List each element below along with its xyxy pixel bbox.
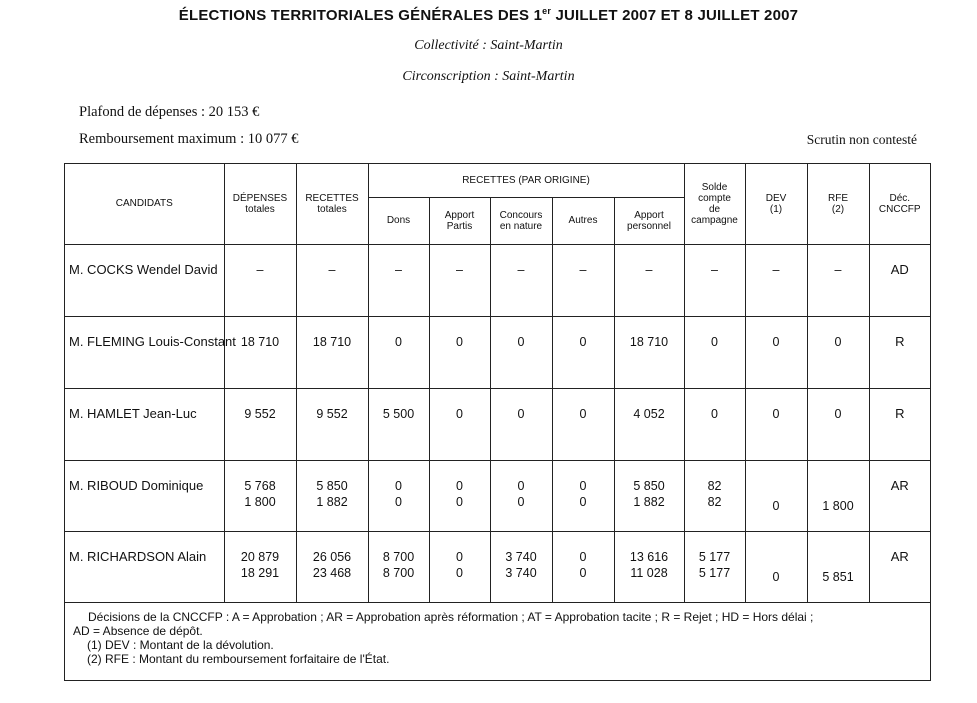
- header-depenses: DÉPENSES totales: [224, 164, 296, 244]
- legend-dev: (1) DEV : Montant de la dévolution.: [87, 638, 274, 652]
- cell-dons: 0: [368, 316, 429, 388]
- header-recettes-origine: RECETTES (PAR ORIGINE): [368, 164, 684, 197]
- cell-personnel: 18 710: [614, 316, 684, 388]
- cell-dev: 0: [745, 460, 807, 531]
- plafond-depenses: Plafond de dépenses : 20 153 €: [79, 104, 260, 120]
- results-frame: [64, 163, 931, 681]
- header-rfe: RFE (2): [807, 164, 869, 244]
- header-dev: DEV (1): [745, 164, 807, 244]
- header-candidats: CANDIDATS: [65, 164, 224, 244]
- results-table: [65, 164, 930, 603]
- legend-ad: AD = Absence de dépôt.: [73, 624, 203, 638]
- scrutin-status: Scrutin non contesté: [806, 132, 917, 147]
- cell-concours: 0: [490, 316, 552, 388]
- cell-dev: 0: [745, 388, 807, 460]
- cell-personnel: 4 052: [614, 388, 684, 460]
- cell-autres: 0: [552, 388, 614, 460]
- cell-depenses: –: [224, 244, 296, 316]
- cell-decision: R: [869, 388, 930, 460]
- cell-depenses: 9 552: [224, 388, 296, 460]
- header-recettes: RECETTES totales: [296, 164, 368, 244]
- cell-concours: 0 0: [490, 460, 552, 531]
- table-row: [65, 388, 930, 460]
- cell-rfe: 0: [807, 316, 869, 388]
- cell-dons: 5 500: [368, 388, 429, 460]
- cell-solde: 0: [684, 316, 745, 388]
- cell-solde: 82 82: [684, 460, 745, 531]
- cell-partis: 0: [429, 316, 490, 388]
- header-apport-partis: Apport Partis: [429, 197, 490, 244]
- header-decision: Déc. CNCCFP: [869, 164, 930, 244]
- header-solde: Solde compte de campagne: [684, 164, 745, 244]
- legend-decisions: Décisions de la CNCCFP : A = Approbation ; AR = Approbation après réformation ; AT = Approbation tacite ; R = Rejet ; HD = Hors délai ;: [88, 610, 814, 624]
- cell-recettes: –: [296, 244, 368, 316]
- header-apport-personnel: Apport personnel: [614, 197, 684, 244]
- cell-recettes: 18 710: [296, 316, 368, 388]
- cell-autres: –: [552, 244, 614, 316]
- cell-solde: 5 177 5 177: [684, 531, 745, 602]
- cell-partis: 0 0: [429, 460, 490, 531]
- table-row: [65, 460, 930, 531]
- candidate-name: M. RIBOUD Dominique: [65, 460, 224, 531]
- cell-decision: AR: [869, 531, 930, 602]
- cell-rfe: 1 800: [807, 460, 869, 531]
- candidate-name: M. FLEMING Louis-Constant: [65, 316, 224, 388]
- cell-personnel: –: [614, 244, 684, 316]
- cell-personnel: 5 850 1 882: [614, 460, 684, 531]
- cell-dev: –: [745, 244, 807, 316]
- cell-rfe: 5 851: [807, 531, 869, 602]
- header-dons: Dons: [368, 197, 429, 244]
- cell-dev: 0: [745, 316, 807, 388]
- cell-recettes: 5 850 1 882: [296, 460, 368, 531]
- table-row: [65, 531, 930, 602]
- cell-partis: –: [429, 244, 490, 316]
- header-autres: Autres: [552, 197, 614, 244]
- cell-recettes: 9 552: [296, 388, 368, 460]
- cell-decision: AD: [869, 244, 930, 316]
- cell-dev: 0: [745, 531, 807, 602]
- cell-depenses: 5 768 1 800: [224, 460, 296, 531]
- cell-partis: 0 0: [429, 531, 490, 602]
- cell-dons: 8 700 8 700: [368, 531, 429, 602]
- table-row: [65, 244, 930, 316]
- cell-dons: –: [368, 244, 429, 316]
- header-concours: Concours en nature: [490, 197, 552, 244]
- cell-autres: 0 0: [552, 531, 614, 602]
- cell-rfe: –: [807, 244, 869, 316]
- cell-personnel: 13 616 11 028: [614, 531, 684, 602]
- cell-decision: R: [869, 316, 930, 388]
- circonscription-label: Circonscription : Saint-Martin: [402, 69, 575, 84]
- cell-concours: –: [490, 244, 552, 316]
- document-title: ÉLECTIONS TERRITORIALES GÉNÉRALES DES 1er JUILLET 2007 ET 8 JUILLET 2007: [178, 6, 799, 24]
- cell-partis: 0: [429, 388, 490, 460]
- cell-recettes: 26 056 23 468: [296, 531, 368, 602]
- cell-concours: 3 740 3 740: [490, 531, 552, 602]
- cell-concours: 0: [490, 388, 552, 460]
- cell-solde: 0: [684, 388, 745, 460]
- table-row: [65, 316, 930, 388]
- cell-dons: 0 0: [368, 460, 429, 531]
- legend: [73, 610, 925, 666]
- cell-autres: 0: [552, 316, 614, 388]
- cell-depenses: 18 710: [224, 316, 296, 388]
- candidate-name: M. RICHARDSON Alain: [65, 531, 224, 602]
- collectivite-label: Collectivité : Saint-Martin: [414, 38, 563, 53]
- candidate-name: M. HAMLET Jean-Luc: [65, 388, 224, 460]
- cell-solde: –: [684, 244, 745, 316]
- cell-decision: AR: [869, 460, 930, 531]
- cell-autres: 0 0: [552, 460, 614, 531]
- legend-rfe: (2) RFE : Montant du remboursement forfaitaire de l'État.: [87, 652, 390, 666]
- cell-rfe: 0: [807, 388, 869, 460]
- cell-depenses: 20 879 18 291: [224, 531, 296, 602]
- candidate-name: M. COCKS Wendel David: [65, 244, 224, 316]
- remboursement-maximum: Remboursement maximum : 10 077 €: [79, 131, 299, 147]
